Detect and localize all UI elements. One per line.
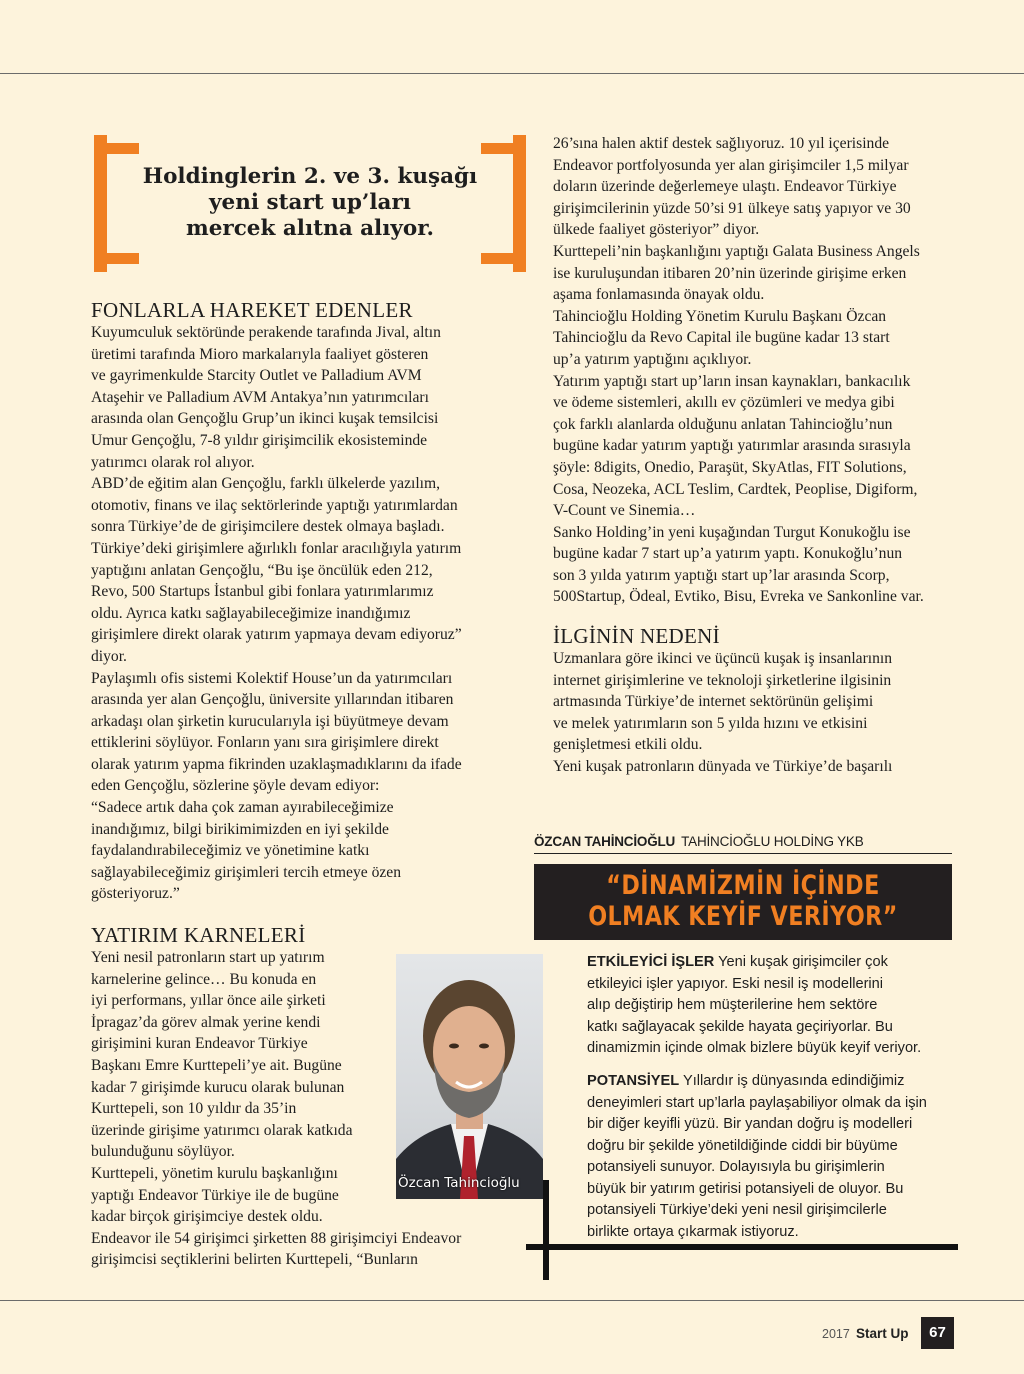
pull-quote — [567, 870, 918, 932]
interviewee-name: ÖZCAN TAHİNCİOĞLU — [534, 834, 676, 849]
text-line: Kurttepeli’nin başkanlığını yaptığı Galata Business Angels — [553, 242, 920, 260]
callout-line: mercek alıtna alıyor. — [185, 216, 435, 241]
text-line: genişletmesi etkili oldu. — [553, 736, 703, 754]
interviewee-role: TAHİNCİOĞLU HOLDİNG YKB — [681, 834, 864, 849]
text-line: 26’sına halen aktif destek sağlıyoruz. 10 yıl içerisinde — [553, 135, 890, 152]
photo-caption: Özcan Tahincioğlu — [398, 1175, 520, 1191]
text-line: oldu. Ayrıca katkı sağlayabileceğimize inandığımız — [91, 604, 411, 622]
text-line: Yeni nesil patronların start up yatırım — [91, 949, 325, 966]
text-line: yaptığını anlatan Gençoğlu, “Bu işe öncülük eden 212, — [91, 561, 433, 579]
text-line: aşama fonlamasında önayak oldu. — [553, 286, 765, 304]
paragraph-lead: ETKİLEYİCİ İŞLER — [587, 954, 715, 970]
text-line: ve gayrimenkulde Starcity Outlet ve Palladium AVM — [91, 367, 422, 385]
text-line: İpragaz’da görev almak yerine kendi — [91, 1013, 321, 1031]
text-line: Kuyumculuk sektöründe perakende tarafında Jival, altın — [91, 324, 441, 341]
text-line: çok farklı alanlarda olduğunu anlatan Tahincioğlu’nun — [553, 415, 893, 433]
text-line: kadar 7 girişimde kurucu olarak bulunan — [91, 1078, 345, 1096]
callout-bracket-top-right — [481, 143, 526, 154]
text-line: Türkiye’deki girişimlere ağırlıklı fonlar aracılığıyla yatırım — [91, 539, 462, 557]
text-line: girişimini kuran Endeavor Türkiye — [91, 1035, 308, 1053]
text-line: Umur Gençoğlu, 7-8 yıldır girişimcilik ekosisteminde — [91, 431, 428, 449]
sidebar-rule-vertical — [543, 1180, 549, 1280]
text-line: Kurttepeli, yönetim kurulu başkanlığını — [91, 1164, 338, 1182]
text-line: yatırımcı olarak rol alıyor. — [91, 453, 255, 471]
text-line: yaptığı Endeavor Türkiye ile de bugüne — [91, 1186, 339, 1204]
text-line: ise kuruluşundan itibaren 20’nin üzerinde girişime erken — [553, 264, 907, 282]
text-line: inandığımız, bilgi birikimimizden en iyi şekilde — [91, 820, 389, 838]
text-line: büyük bir yatırım getirisi potansiyeli de oluyor. Bu — [587, 1180, 904, 1197]
portrait-illustration — [396, 954, 543, 1199]
right-body — [553, 133, 924, 608]
text-line: Sanko Holding’in yeni kuşağından Turgut Konukoğlu ise — [553, 523, 911, 541]
paragraph-lead: POTANSİYEL — [587, 1073, 680, 1089]
text-line: Uzmanlara göre ikinci ve üçüncü kuşak iş insanlarının — [553, 650, 893, 667]
text-line: artmasında Türkiye’de internet sektörünün gelişimi — [553, 693, 874, 711]
text-line: potansiyeli Türkiye’deki yeni nesil girişimcilerle — [587, 1202, 887, 1218]
text-line: üzerinde girişime yatırımcı olarak katkıda — [91, 1121, 353, 1139]
callout-bracket-left — [94, 135, 107, 272]
text-line: internet girişimlerine ve teknoloji şirketlerine ilgisinin — [553, 671, 892, 689]
text-line: potansiyeli sunuyor. Dolayısıyla bu girişimlerin — [587, 1159, 885, 1175]
text-line: bugüne kadar yatırım yaptığı yatırımlar arasında sırasıyla — [553, 437, 911, 455]
name-rule — [534, 853, 952, 854]
text-line: Ataşehir ve Palladium AVM Antakya’nın yatırımcıları — [91, 388, 429, 406]
text-line: Yatırım yaptığı start up’ların insan kaynakları, bankacılık — [553, 372, 911, 390]
text-line: son 3 yılda yatırım yaptığı start up’lar arasında Scorp, — [553, 566, 890, 584]
text-line: Endeavor portfolyosunda yer alan girişimciler 1,5 milyar — [553, 156, 909, 174]
text-line: karnelerine gelince… Bu konuda en — [91, 970, 317, 988]
text-line: ve melek yatırımların son 5 yılda hızını ve etkisini — [553, 714, 868, 732]
text-line: Paylaşımlı ofis sistemi Kolektif House’un da yatırımcıları — [91, 669, 453, 687]
text-line: iyi performans, yıllar önce aile şirketi — [91, 992, 326, 1010]
text-line: ve ödeme sistemleri, akıllı ev çözümleri ve medya gibi — [553, 394, 895, 412]
ilginin-heading: İLGİNİN NEDENİ — [553, 624, 720, 648]
text-line: bir diğer keyifli yüzü. Bir yandan doğru iş modelleri — [587, 1116, 913, 1132]
text-line: bugüne kadar 7 start up’a yatırım yaptı. Konukoğlu’nun — [553, 545, 903, 563]
sidebar-paragraph-1 — [587, 952, 921, 1060]
callout-title — [124, 164, 496, 242]
ilginin-body — [553, 648, 892, 778]
text-line: sonra Türkiye’de de girişimcilere destek olmaya başladı. — [91, 518, 445, 536]
text-line: ABD’de eğitim alan Gençoğlu, farklı ülkelerde yazılım, — [91, 475, 441, 493]
text-line: Kurttepeli, son 10 yıldır da 35’in — [91, 1100, 297, 1118]
callout-bracket-right — [513, 135, 526, 272]
top-rule — [0, 73, 1024, 74]
text-line: eden Gençoğlu, sözlerine şöyle devam ediyor: — [91, 777, 380, 795]
text-line: etkileyici işler yapıyor. Eski nesil iş modellerini — [587, 975, 884, 992]
text-line: Tahincioğlu da Revo Capital ile bugüne kadar 13 start — [553, 329, 890, 347]
text-line: deneyimleri start up’larla paylaşabiliyor olmak da işin — [587, 1094, 927, 1111]
text-line: up’a yatırım yaptığını açıklıyor. — [553, 350, 752, 368]
text-line: Cosa, Neozeka, ACL Teslim, Cardtek, Peoplise, Digiform, — [553, 480, 918, 498]
text-line: katkı sağlayacak şekilde hayata geçiriyorlar. Bu — [587, 1018, 893, 1035]
quote-box — [534, 864, 952, 940]
footer-year: 2017 — [822, 1327, 850, 1341]
portrait-photo — [396, 954, 543, 1199]
text-line: girişimcilerinin yüzde 50’si 91 ülkeye satış yapıyor ve 30 — [553, 199, 911, 217]
text-line: şöyle: 8digits, Onedio, Paraşüt, SkyAtlas, FIT Solutions, — [553, 458, 907, 476]
text-line: ettiklerini söylüyor. Fonların yanı sıra girişimlere direkt — [91, 734, 439, 752]
text-line: Başkanı Emre Kurttepeli’ye ait. Bugüne — [91, 1056, 342, 1074]
text-line: V-Count ve Sinemia… — [553, 502, 696, 520]
text-line: Tahincioğlu Holding Yönetim Kurulu Başkanı Özcan — [553, 307, 887, 325]
text-line: Yeni kuşak patronların dünyada ve Türkiye’de başarılı — [553, 757, 893, 775]
interviewee-name-line — [534, 834, 864, 849]
text-line: olarak yatırım yapma fikrinden uzaklaşmadıklarını da ifade — [91, 755, 462, 773]
text-line: dinamizmin içinde olmak bizlere büyük keyif veriyor. — [587, 1040, 922, 1056]
text-line: 500Startup, Ödeal, Evtiko, Bisu, Evreka ve Sankonline var. — [553, 588, 924, 606]
yatirim-heading: YATIRIM KARNELERİ — [91, 923, 306, 947]
fonlarla-heading: FONLARLA HAREKET EDENLER — [91, 298, 413, 322]
text-line: arasında yer alan Gençoğlu, üniversite yıllarından itibaren — [91, 691, 454, 709]
sidebar-rule-horizontal — [526, 1244, 958, 1250]
page-number: 67 — [921, 1317, 954, 1349]
text-line: Yıllardır iş dünyasında edindiğimiz — [679, 1073, 905, 1089]
text-line: girişimlere direkt olarak yatırım yapmaya devam ediyoruz” — [91, 626, 462, 644]
text-line: otomotiv, finans ve ilaç sektörlerinde yaptığı yatırımlardan — [91, 496, 458, 514]
fonlarla-body — [91, 322, 462, 905]
text-line: üretimi tarafında Mioro markalarıyla faaliyet gösteren — [91, 345, 429, 363]
text-line: gösteriyoruz.” — [91, 885, 180, 903]
text-line: sağlayabileceğimiz girişimleri tercih etmeye özen — [91, 863, 402, 881]
text-line: bulunduğunu söylüyor. — [91, 1143, 235, 1161]
callout-bracket-bottom-right — [481, 253, 526, 264]
text-line: alıp değiştirip hem müşterilerine hem sektöre — [587, 997, 878, 1013]
callout-line: Holdinglerin 2. ve 3. kuşağı — [142, 164, 478, 189]
text-line: doğru bir şekilde yönetildiğinde ciddi bir büyüme — [587, 1137, 898, 1154]
callout-line: yeni start up’ları — [209, 190, 411, 215]
callout-box — [94, 135, 526, 272]
sidebar-paragraph-2 — [587, 1071, 927, 1243]
quote-line: “DİNAMİZMİN İÇİNDE — [606, 870, 880, 901]
text-line: faydalandırabileceğimiz ve yönetimine katkı — [91, 842, 370, 860]
bottom-rule — [0, 1300, 1024, 1301]
text-line: kadar birçok girişimciye destek oldu. — [91, 1208, 323, 1226]
quote-line: OLMAK KEYİF VERİYOR” — [588, 901, 898, 932]
text-line: Revo, 500 Startups İstanbul gibi fonlara yatırımlarımız — [91, 583, 434, 601]
footer-magazine-name: Start Up — [856, 1326, 909, 1341]
text-line: “Sadece artık daha çok zaman ayırabileceğimize — [91, 799, 394, 817]
text-line: arkadaşı olan şirketin kurucularıyla işi büyütmeye devam — [91, 712, 449, 730]
callout-bracket-top-left — [94, 143, 139, 154]
text-line: girişimcisi seçtiklerini belirten Kurttepeli, “Bunların — [91, 1251, 418, 1269]
text-line: birlikte ortaya çıkarmak istiyoruz. — [587, 1223, 799, 1240]
text-line: Yeni kuşak girişimciler çok — [714, 954, 888, 970]
callout-bracket-bottom-left — [94, 253, 139, 264]
text-line: Endeavor ile 54 girişimci şirketten 88 girişimciyi Endeavor — [91, 1229, 462, 1247]
text-line: ülkede faaliyet gösteriyor” diyor. — [553, 221, 760, 239]
text-line: doların üzerinde değerlemeye ulaştı. Endeavor Türkiye — [553, 178, 897, 196]
text-line: arasında olan Gençoğlu Grup’un ikinci kuşak temsilcisi — [91, 410, 439, 428]
text-line: diyor. — [91, 647, 127, 665]
